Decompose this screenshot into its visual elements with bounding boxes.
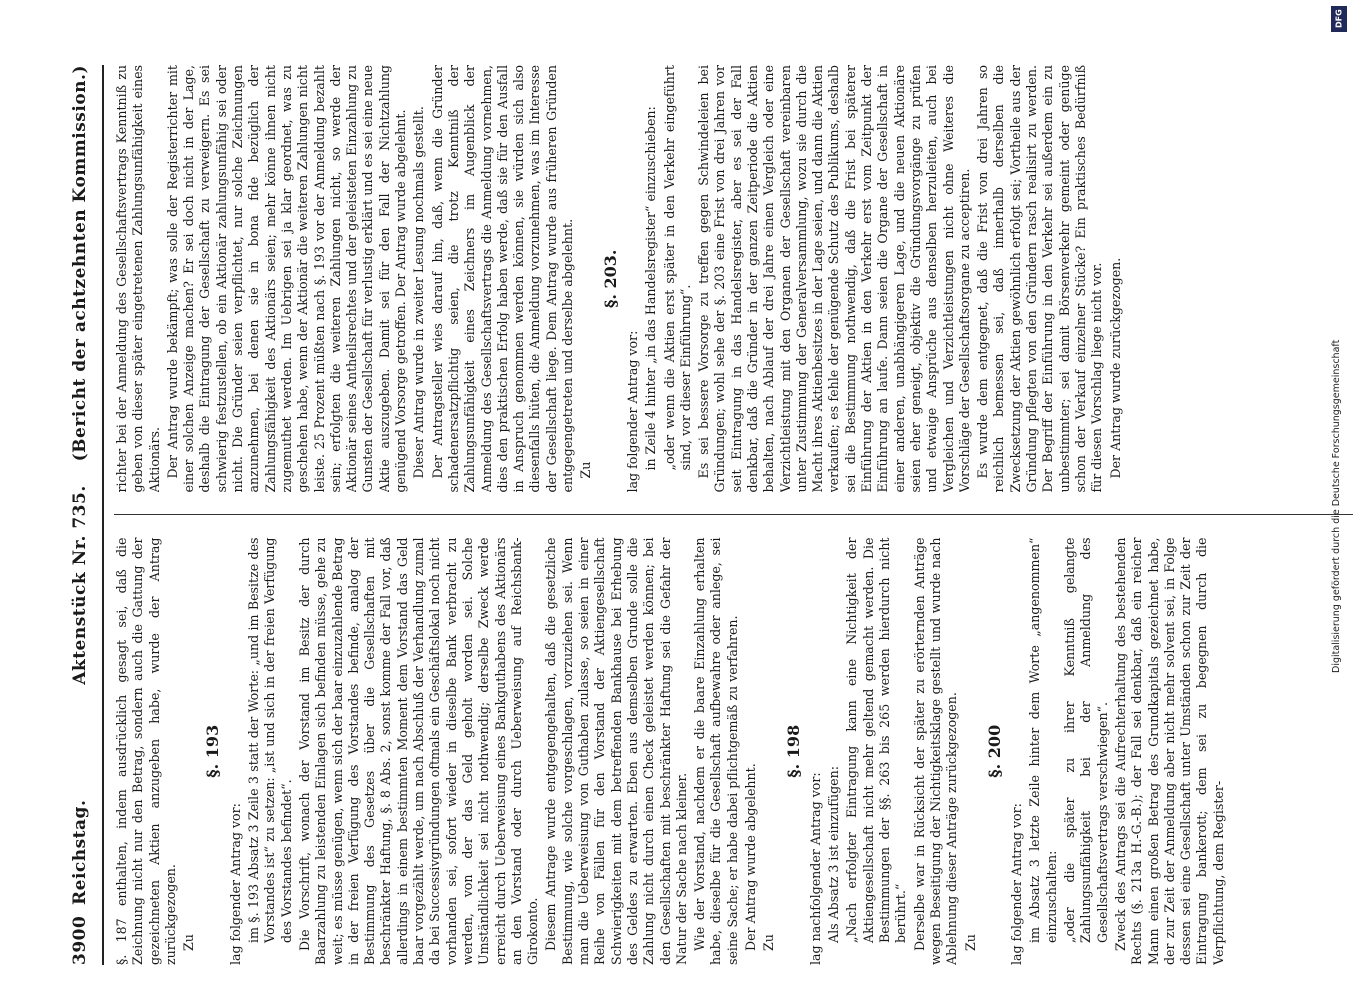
paragraph: Die Vorschrift, wonach der Vorstand im Besitz der durch Baarzahlung zu leistenden Einlagen sich befinden müsse, gehe zu weit; es müsse genügen, wenn sich der baar einzuzahlende Betrag in der freien Verfügung des Vorstandes befinde, analog der Bestimmung des Gesetzes über die Gesellschaften mit beschränkter Haftung, §. 8 Abs. 2, sonst komme der Fall vor, daß allerdings in einem bestimmten Moment dem Vorstand das Geld baar vorgezählt werde, um nach Abschluß der Verhandlung zumal da bei Successivgründungen oftmals ein Geschäftslokal noch nicht vorhanden sei, sofort wieder in dieselbe Bank verbracht zu werden, von der das Geld geholt worden sei. Solche Umständlichkeit sei nicht nothwendig; derselbe Zweck werde erreicht durch Ueberweisung eines Bankguthabens des Aktionärs an den Vorstand oder durch Ueberweisung auf Reichsbank-Girokonto.	[296, 537, 541, 965]
digitization-credit: Digitalisierung gefördert durch die Deutsche Forschungsgemeinschaft	[1331, 339, 1342, 673]
digitization-sidebar	[1331, 6, 1347, 966]
paragraph: Zu	[761, 934, 777, 951]
paragraph: Derselbe war in Rücksicht der später zu erörternden Anträge wegen Beseitigung der Nichtigkeitsklage gestellt und wurde nach Ablehnung dieser Anträge zurückgezogen.	[911, 537, 960, 965]
paragraph: Dieser Antrag wurde in zweiter Lesung nochmals gestellt.	[411, 106, 427, 479]
paragraph: lag folgender Antrag vor:	[227, 803, 243, 965]
paragraph: lag nachfolgender Antrag vor:	[807, 772, 823, 965]
paragraph: Der Antrag wurde abgelehnt.	[742, 763, 758, 951]
section-heading: §. 200	[984, 724, 1004, 778]
paragraph: Es wurde dem entgegnet, daß die Frist von drei Jahren so reichlich bemessen sei, daß innerhalb derselben die Zwecksetzung der Aktien gewöhnlich erfolgt sei; Vortheile aus der Gründung pflegten von den Gründern rasch realisirt zu werden. Der Begriff der Einführung in den Verkehr sei außerdem ein zu unbestimmter; sei damit Börsenverkehr gemeint oder genüge schon der Verkauf einzelner Stücke? Ein praktisches Bedürfniß für diesen Vorschlag liege nicht vor.	[975, 65, 1105, 493]
paragraph: Zu	[181, 934, 197, 951]
paragraph: Diesem Antrage wurde entgegengehalten, daß die gesetzliche Bestimmung, wie solche vorgeschlagen, vorzuziehen sei. Wenn man die Ueberweisung von Guthaben zulasse, so seien in einer Reihe von Fällen für den Vorstand der Aktiengesellschaft Schwierigkeiten mit dem betreffenden Bankhause bei Erhebung des Geldes zu erwarten. Eben aus demselben Grunde solle die Zahlung nicht durch einen Check geleistet werden können; bei den Gesellschaften mit beschränkter Haftung sei die Gefahr der Natur der Sache nach kleiner.	[543, 537, 689, 965]
quoted-motion: in Zeile 4 hinter „in das Handelsregister“ einzuschieben:	[643, 106, 659, 471]
paragraph: Zu	[578, 461, 594, 479]
paragraph: Der Antragsteller wies darauf hin, daß, wenn die Gründer schadenersatzpflichtig seien, die trotz Kenntniß der Zahlungsunfähigkeit eines Zeichners im Augenblick der Anmeldung des Gesellschaftsvertrags die Anmeldung vornehmen, dies den praktischen Erfolg haben werde, daß sie für den Ausfall in Anspruch genommen werden können, sie würden sich also diesenfalls hüten, die Anmeldung vorzunehmen, was im Interesse der Gesellschaft liege. Dem Antrag wurde aus früheren Gründen entgegengetreten und derselbe abgelehnt.	[429, 65, 576, 493]
quoted-motion: „oder die später zu ihrer Kenntniß gelangte Zahlungsunfähigkeit bei der Anmeldung des Gesellschaftsvertrags verschwiegen“.	[1062, 537, 1110, 943]
paragraph: Zweck des Antrags sei die Aufrechterhaltung des bestehenden Rechts (§. 213a H.-G.-B.); der Fall sei denkbar, daß ein reicher Mann einen großen Betrag des Grundkapitals gezeichnet habe, der zur Zeit der Anmeldung aber nicht mehr solvent sei, in Folge dessen sei eine Gesellschaft unter Umständen schon zur Zeit der Eintragung bankerott; dem sei zu begegnen durch die Verpflichtung, dem Register-	[1112, 537, 1226, 965]
dfg-logo: DFG	[1331, 6, 1347, 32]
right-column	[114, 65, 1353, 493]
paragraph: richter bei der Anmeldung des Gesellschaftsvertrags Kenntniß zu geben von dieser später eingetretenen Zahlungsunfähigkeit eines Aktionärs.	[114, 65, 162, 493]
section-heading: §. 203.	[600, 249, 620, 308]
quoted-motion: „Nach erfolgter Eintragung kann eine Nichtigkeit der Aktiengesellschaft nicht mehr geltend gemacht werden. Die Bestimmungen der §§. 263 bis 265 werden hierdurch nicht berührt.“	[844, 537, 909, 943]
quoted-motion: Als Absatz 3 ist einzufügen:	[826, 766, 842, 943]
section-heading: §. 193	[203, 724, 223, 778]
page-header	[70, 65, 104, 965]
quoted-motion: im Absatz 3 letzte Zeile hinter dem Worte „angenommen“ einzuschalten:	[1027, 537, 1059, 943]
column-divider	[114, 515, 1353, 516]
rotated-document-page	[70, 65, 1353, 965]
paragraph: Zu	[962, 934, 978, 951]
quoted-motion: im §. 193 Absatz 3 Zeile 3 statt der Worte: „und im Besitze des Vorstandes ist“ zu setzen: „ist und sich in der freien Verfügung des Vorstandes befindet“.	[246, 537, 294, 943]
left-column	[114, 538, 1353, 966]
text-columns	[114, 65, 1353, 965]
paragraph: lag folgender Antrag vor:	[624, 330, 640, 493]
paragraph: lag folgender Antrag vor:	[1009, 803, 1025, 965]
section-heading: §. 198	[783, 724, 803, 778]
header-middle: Aktenstück Nr. 735.	[70, 485, 90, 685]
header-left: Reichstag.	[70, 799, 90, 905]
quoted-motion: „oder wenn die Aktien erst später in den Verkehr eingeführt sind, vor dieser Einführung“.	[661, 65, 693, 471]
paragraph: Der Antrag wurde bekämpft; was solle der Registerrichter mit einer solchen Anzeige machen? Er sei doch nicht in der Lage, deshalb die Eintragung der Gesellschaft zu verweigern. Es sei schwierig festzustellen, ob ein Aktionär zahlungsunfähig sei oder nicht. Die Gründer seien verpflichtet, nur solche Zeichnungen anzunehmen, bei denen sie in bona fide bezüglich der Zahlungsfähigkeit des Aktionärs seien; mehr könne ihnen nicht zugemuthet werden. Im Uebrigen sei ja klar geordnet, was zu geschehen habe, wenn der Aktionär die weiteren Zahlungen nicht leiste. 25 Prozent müßten nach §. 193 vor der Anmeldung bezahlt sein; erfolgten die weiteren Zahlungen nicht, so werde der Aktionär seines Antheilsrechtes und der geleisteten Einzahlung zu Gunsten der Gesellschaft für verlustig erklärt und es sei eine neue Aktie auszugeben. Damit sei für den Fall der Nichtzahlung genügend Vorsorge getroffen. Der Antrag wurde abgelehnt.	[164, 65, 409, 493]
paragraph: Der Antrag wurde zurückgezogen.	[1107, 257, 1123, 479]
header-right: (Bericht der achtzehnten Kommission.)	[70, 65, 90, 462]
paragraph: Es sei bessere Vorsorge zu treffen gegen Schwindeleien bei Gründungen; wohl sehe der §. 203 eine Frist von drei Jahren vor seit Eintragung in das Handelsregister, aber es sei der Fall denkbar, daß die Gründer in der ganzen Zeitperiode die Aktien behalten, nach Ablauf der drei Jahre einen Vergleich oder eine Verzichtleistung mit den Organen der Gesellschaft vereinbaren unter Zustimmung der Generalversammlung, wozu sie durch die Macht ihres Aktienbesitzes in der Lage seien, und dann die Aktien verkaufen; es fehle der genügende Schutz des Publikums, deshalb sei die Bestimmung nothwendig, daß die Frist bei späterer Einführung der Aktien in den Verkehr erst vom Zeitpunkt der Einführung an laufe. Dann seien die Organe der Gesellschaft in einer anderen, unabhängigeren Lage, und die neuen Aktionäre seien eher geneigt, objektiv die Gründungsvorgänge zu prüfen und etwaige Ansprüche aus denselben herzuleiten, auch bei Vergleichen und Verzichtleistungen nicht ohne Weiteres die Vorschläge der Gesellschaftsorgane zu acceptiren.	[696, 65, 972, 493]
paragraph: §. 187 enthalten, indem ausdrücklich gesagt sei, daß die Zeichnung nicht nur den Betrag, sondern auch die Gattung der gezeichneten Aktien anzugeben habe, wurde der Antrag zurückgezogen.	[114, 537, 178, 965]
page-number: 3900	[70, 915, 90, 965]
paragraph: Wie der Vorstand, nachdem er die baare Einzahlung erhalten habe, dieselbe für die Gesellschaft aufbewahre oder anlege, sei seine Sache; er habe dabei pflichtgemäß zu verfahren.	[692, 537, 740, 965]
